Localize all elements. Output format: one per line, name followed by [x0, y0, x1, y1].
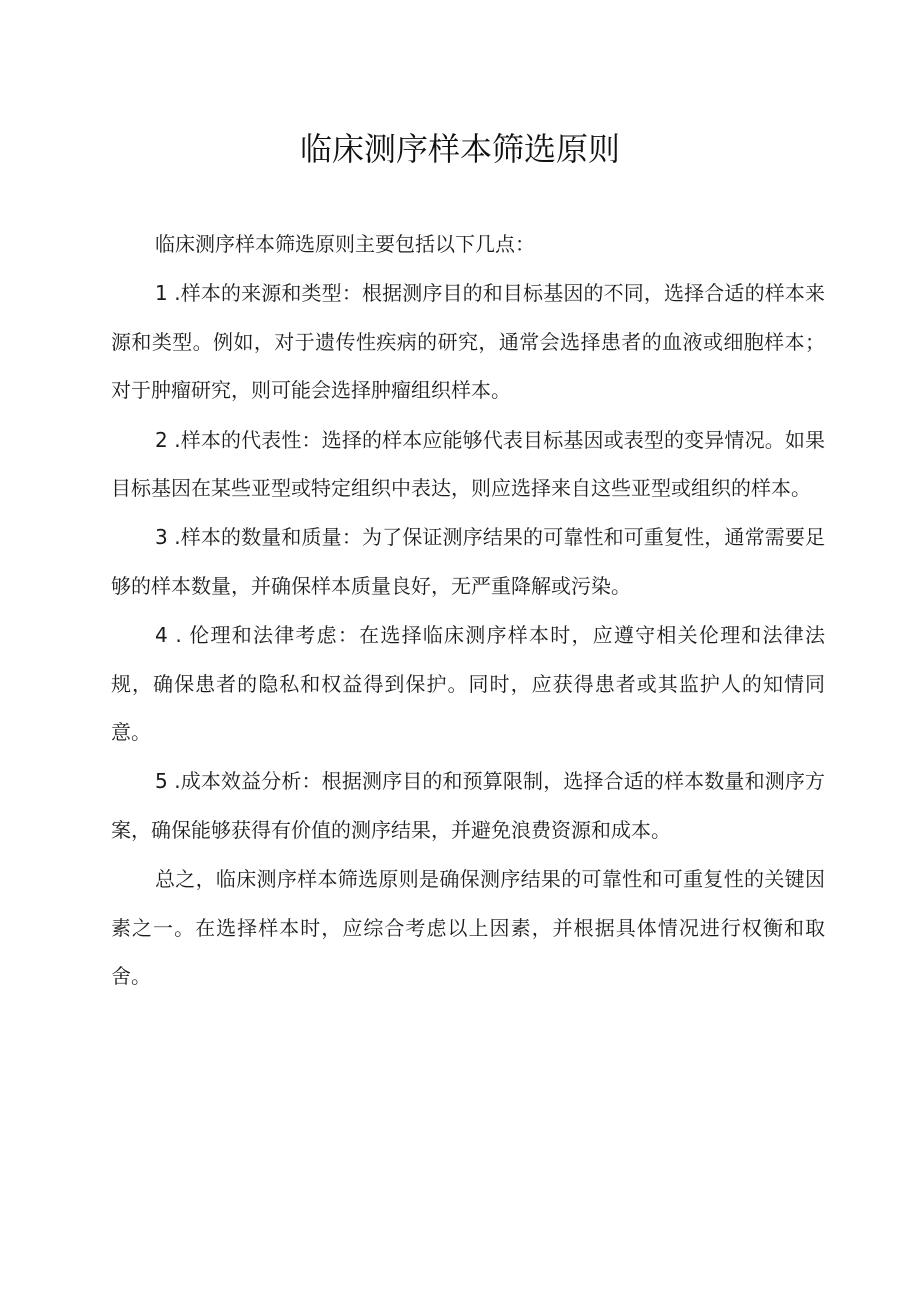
- document-title: 临床测序样本筛选原则: [299, 130, 620, 168]
- paragraph-intro: 临床测序样本筛选原则主要包括以下几点：: [155, 232, 535, 256]
- paragraph-summary: 总之，临床测序样本筛选原则是确保测序结果的可靠性和可重复性的关键因素之一。在选择样本时，应综合考虑以上因素，并根据具体情况进行权衡和取舍。: [111, 867, 825, 989]
- paragraph-item-5: 5 .成本效益分析：根据测序目的和预算限制，选择合适的样本数量和测序方案，确保能够获得有价值的测序结果，并避免浪费资源和成本。: [111, 769, 825, 842]
- paragraph-item-3: 3 .样本的数量和质量：为了保证测序结果的可靠性和可重复性，通常需要足够的样本数量，并确保样本质量良好，无严重降解或污染。: [111, 525, 825, 598]
- paragraph-item-4: 4 . 伦理和法律考虑：在选择临床测序样本时，应遵守相关伦理和法律法规，确保患者的隐私和权益得到保护。同时，应获得患者或其监护人的知情同意。: [111, 623, 825, 745]
- document-body: [111, 220, 825, 1002]
- paragraph-item-2: 2 .样本的代表性：选择的样本应能够代表目标基因或表型的变异情况。如果目标基因在某些亚型或特定组织中表达，则应选择来自这些亚型或组织的样本。: [111, 427, 825, 501]
- paragraph-item-1: 1 .样本的来源和类型：根据测序目的和目标基因的不同，选择合适的样本来源和类型。例如，对于遗传性疾病的研究，通常会选择患者的血液或细胞样本；对于肿瘤研究，则可能会选择肿瘤组织样本。: [111, 281, 825, 403]
